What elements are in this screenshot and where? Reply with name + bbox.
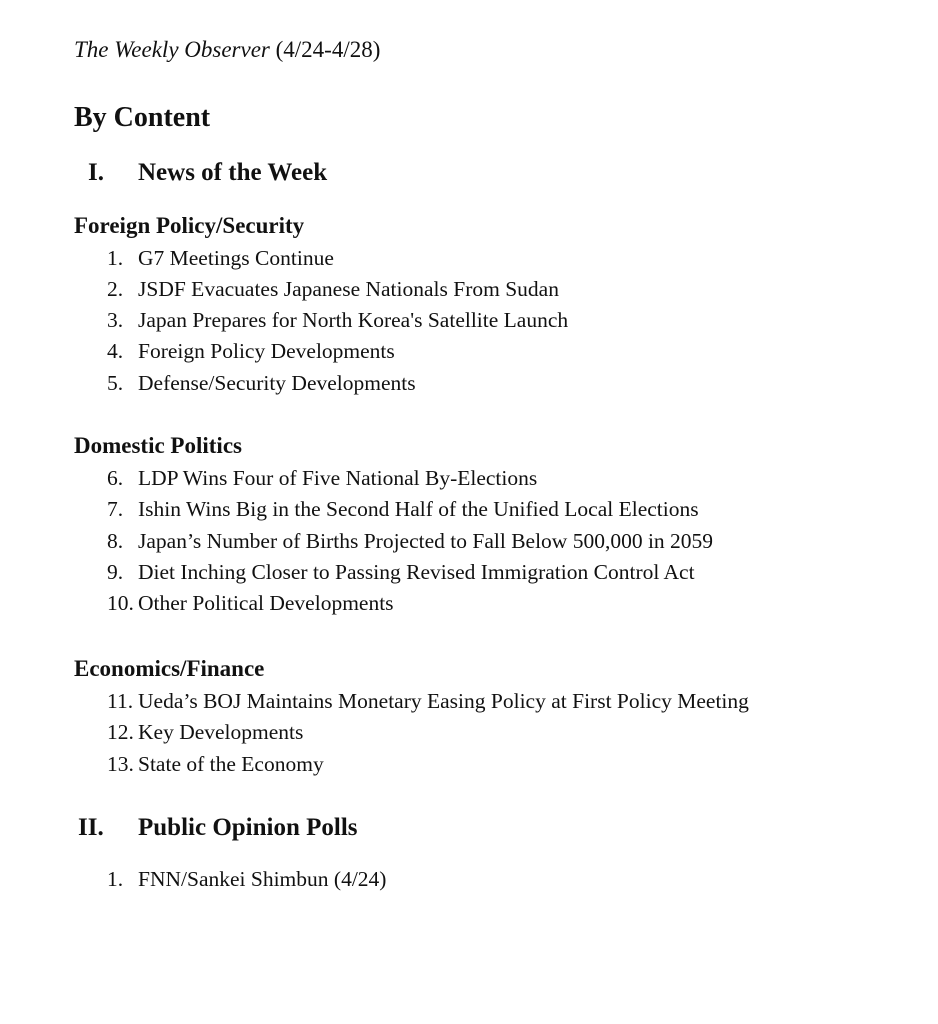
item-title[interactable]: Japan Prepares for North Korea's Satellite Launch (138, 308, 569, 332)
item-title[interactable]: JSDF Evacuates Japanese Nationals From Sudan (138, 277, 559, 301)
item-title[interactable]: State of the Economy (138, 752, 324, 776)
item-title[interactable]: Key Developments (138, 720, 304, 744)
item-title[interactable]: Diet Inching Closer to Passing Revised Immigration Control Act (138, 560, 695, 584)
item-title[interactable]: Ishin Wins Big in the Second Half of the Unified Local Elections (138, 497, 699, 521)
item-number: 4. (107, 339, 124, 363)
section-label: Public Opinion Polls (138, 814, 358, 841)
item-title[interactable]: Other Political Developments (138, 591, 394, 615)
item-number: 1. (107, 867, 124, 891)
item-title[interactable]: G7 Meetings Continue (138, 246, 334, 270)
section-numeral: II. (78, 814, 104, 841)
section-heading-polls (0, 813, 600, 843)
item-title[interactable]: Japan’s Number of Births Projected to Fall Below 500,000 in 2059 (138, 529, 714, 553)
item-number: 1. (107, 246, 124, 270)
item-title[interactable]: FNN/Sankei Shimbun (4/24) (138, 867, 387, 891)
document-title (74, 36, 380, 64)
item-number: 9. (107, 560, 124, 584)
item-number: 8. (107, 529, 124, 553)
item-number: 2. (107, 277, 124, 301)
item-number: 3. (107, 308, 124, 332)
item-number: 12. (107, 720, 134, 744)
section-heading-news (0, 158, 600, 188)
item-number: 11. (107, 689, 134, 713)
group-heading-economics-finance: Economics/Finance (74, 656, 265, 681)
group-heading-foreign-policy: Foreign Policy/Security (74, 213, 305, 238)
group-heading-domestic-politics: Domestic Politics (74, 433, 242, 458)
item-number: 5. (107, 371, 124, 395)
item-number: 6. (107, 466, 124, 490)
item-number: 13. (107, 752, 134, 776)
item-number: 10. (107, 591, 134, 615)
toc-heading: By Content (74, 102, 211, 133)
item-title[interactable]: Ueda’s BOJ Maintains Monetary Easing Policy at First Policy Meeting (138, 689, 749, 713)
publication-name: The Weekly Observer (74, 37, 270, 62)
item-number: 7. (107, 497, 124, 521)
item-title[interactable]: Defense/Security Developments (138, 371, 416, 395)
item-title[interactable]: LDP Wins Four of Five National By-Elections (138, 466, 538, 490)
section-numeral: I. (88, 159, 104, 186)
publication-dates: (4/24-4/28) (269, 37, 381, 62)
section-label: News of the Week (138, 159, 328, 186)
item-title[interactable]: Foreign Policy Developments (138, 339, 395, 363)
